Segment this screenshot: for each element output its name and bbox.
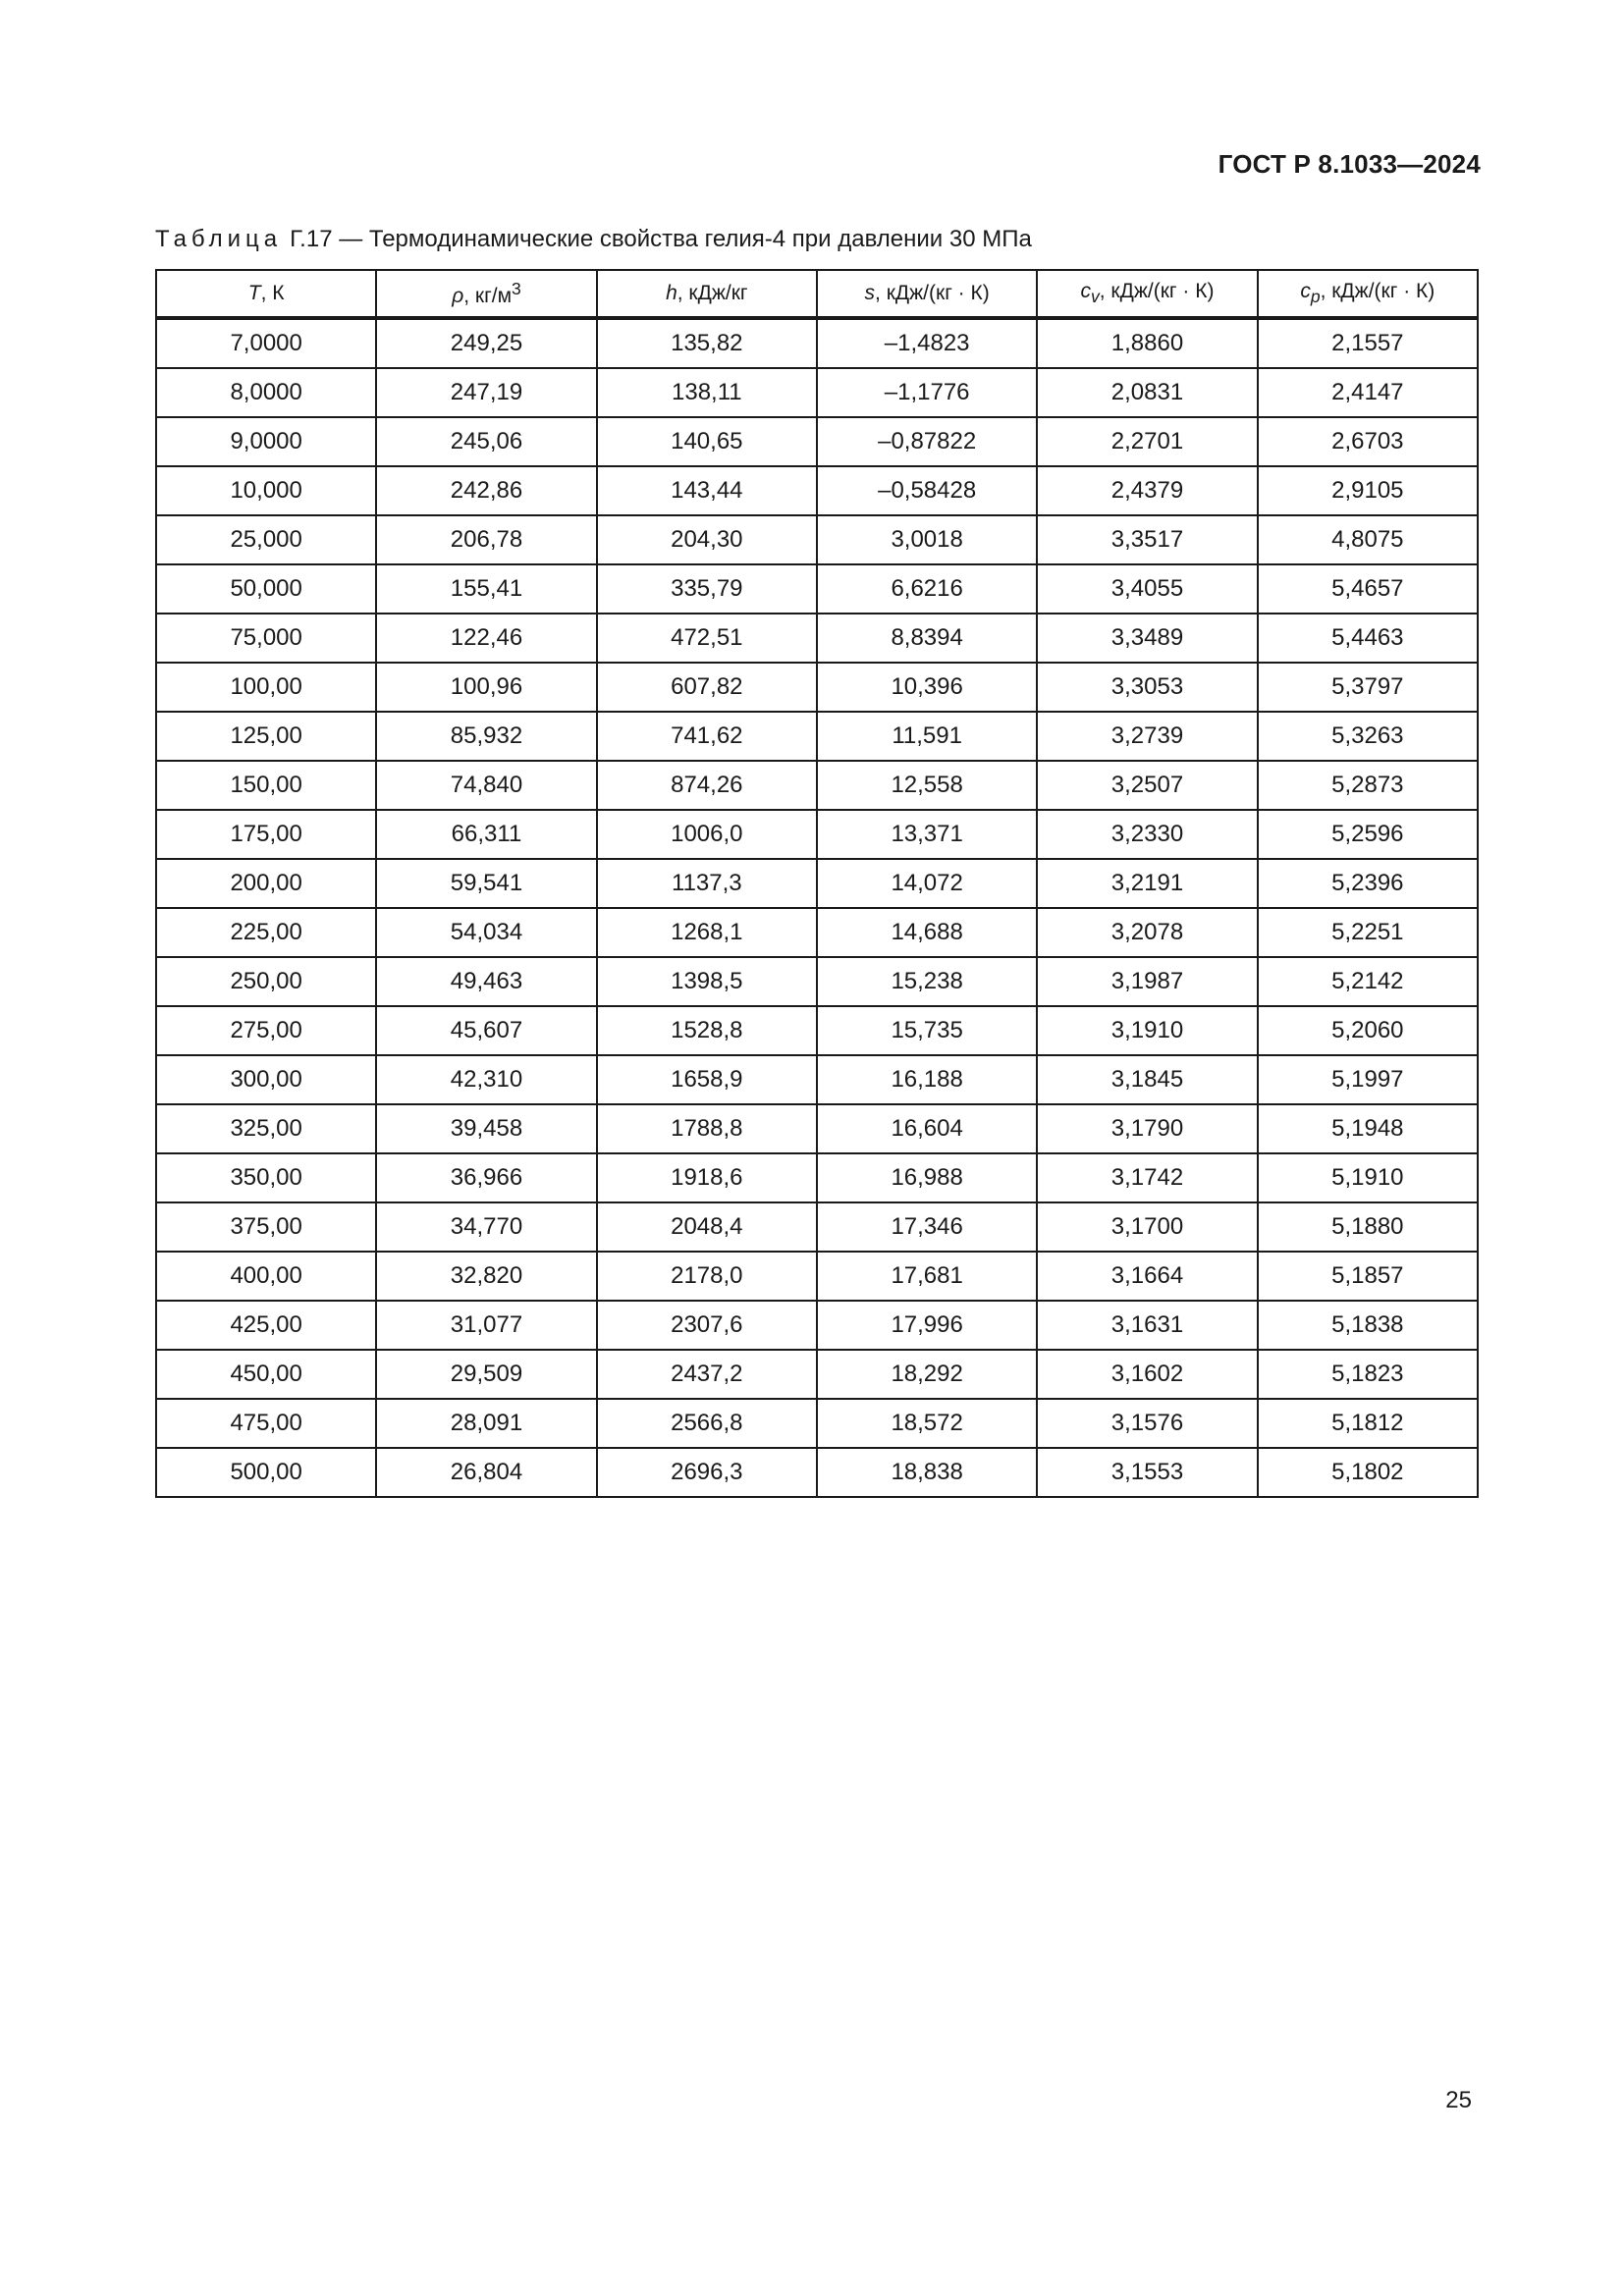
table-cell-cv: 3,2739 bbox=[1037, 712, 1257, 761]
table-cell-density: 34,770 bbox=[376, 1202, 596, 1252]
table-row bbox=[156, 810, 1478, 859]
table-cell-temperature: 475,00 bbox=[156, 1399, 376, 1448]
table-cell-enthalpy: 1788,8 bbox=[597, 1104, 817, 1153]
table-cell-temperature: 50,000 bbox=[156, 564, 376, 614]
table-cell-density: 36,966 bbox=[376, 1153, 596, 1202]
table-cell-temperature: 175,00 bbox=[156, 810, 376, 859]
table-cell-temperature: 150,00 bbox=[156, 761, 376, 810]
header-unit: , кДж/(кг · К) bbox=[1099, 279, 1215, 302]
table-cell-cp: 5,1838 bbox=[1258, 1301, 1478, 1350]
table-cell-density: 28,091 bbox=[376, 1399, 596, 1448]
table-row bbox=[156, 712, 1478, 761]
table-cell-temperature: 375,00 bbox=[156, 1202, 376, 1252]
table-cell-entropy: 17,996 bbox=[817, 1301, 1037, 1350]
header-subscript: v bbox=[1091, 287, 1100, 307]
table-cell-temperature: 8,0000 bbox=[156, 368, 376, 417]
table-cell-enthalpy: 472,51 bbox=[597, 614, 817, 663]
table-row bbox=[156, 417, 1478, 466]
table-cell-enthalpy: 2307,6 bbox=[597, 1301, 817, 1350]
table-cell-enthalpy: 1268,1 bbox=[597, 908, 817, 957]
table-cell-density: 42,310 bbox=[376, 1055, 596, 1104]
table-cell-temperature: 300,00 bbox=[156, 1055, 376, 1104]
table-cell-cp: 2,9105 bbox=[1258, 466, 1478, 515]
header-unit: , кг/м bbox=[463, 285, 513, 307]
table-cell-cp: 5,1997 bbox=[1258, 1055, 1478, 1104]
header-subscript: p bbox=[1310, 287, 1321, 307]
table-cell-entropy: 12,558 bbox=[817, 761, 1037, 810]
table-row bbox=[156, 1301, 1478, 1350]
table-cell-enthalpy: 607,82 bbox=[597, 663, 817, 712]
table-cell-temperature: 275,00 bbox=[156, 1006, 376, 1055]
table-cell-cp: 2,6703 bbox=[1258, 417, 1478, 466]
table-header-row bbox=[156, 270, 1478, 318]
table-cell-entropy: –1,4823 bbox=[817, 318, 1037, 368]
table-cell-density: 66,311 bbox=[376, 810, 596, 859]
table-cell-temperature: 425,00 bbox=[156, 1301, 376, 1350]
table-cell-density: 242,86 bbox=[376, 466, 596, 515]
table-cell-enthalpy: 138,11 bbox=[597, 368, 817, 417]
table-cell-temperature: 400,00 bbox=[156, 1252, 376, 1301]
table-cell-density: 85,932 bbox=[376, 712, 596, 761]
table-cell-density: 247,19 bbox=[376, 368, 596, 417]
table-cell-density: 31,077 bbox=[376, 1301, 596, 1350]
table-cell-entropy: 14,072 bbox=[817, 859, 1037, 908]
table-cell-entropy: –0,58428 bbox=[817, 466, 1037, 515]
column-header-temperature bbox=[156, 270, 376, 318]
table-cell-cv: 3,3053 bbox=[1037, 663, 1257, 712]
header-symbol: c bbox=[1300, 279, 1311, 302]
table-cell-cp: 5,2873 bbox=[1258, 761, 1478, 810]
table-cell-enthalpy: 1918,6 bbox=[597, 1153, 817, 1202]
table-cell-density: 100,96 bbox=[376, 663, 596, 712]
table-row bbox=[156, 859, 1478, 908]
table-cell-cv: 3,3489 bbox=[1037, 614, 1257, 663]
table-cell-cv: 2,4379 bbox=[1037, 466, 1257, 515]
table-cell-density: 206,78 bbox=[376, 515, 596, 564]
table-cell-entropy: 10,396 bbox=[817, 663, 1037, 712]
table-cell-cp: 5,2142 bbox=[1258, 957, 1478, 1006]
document-code: ГОСТ Р 8.1033—2024 bbox=[1218, 149, 1481, 179]
header-symbol: ρ bbox=[452, 285, 464, 307]
table-cell-enthalpy: 335,79 bbox=[597, 564, 817, 614]
table-cell-entropy: 18,292 bbox=[817, 1350, 1037, 1399]
table-cell-enthalpy: 2178,0 bbox=[597, 1252, 817, 1301]
table-cell-temperature: 500,00 bbox=[156, 1448, 376, 1497]
table-body bbox=[156, 318, 1478, 1497]
table-cell-density: 249,25 bbox=[376, 318, 596, 368]
table-cell-cp: 5,3263 bbox=[1258, 712, 1478, 761]
thermo-properties-table bbox=[155, 269, 1479, 1498]
header-superscript: 3 bbox=[512, 279, 521, 298]
table-row bbox=[156, 1350, 1478, 1399]
table-cell-cp: 5,4463 bbox=[1258, 614, 1478, 663]
column-header-enthalpy bbox=[597, 270, 817, 318]
table-cell-cv: 3,1790 bbox=[1037, 1104, 1257, 1153]
table-row bbox=[156, 1448, 1478, 1497]
table-row bbox=[156, 1055, 1478, 1104]
table-cell-cp: 5,1802 bbox=[1258, 1448, 1478, 1497]
table-cell-cv: 3,1845 bbox=[1037, 1055, 1257, 1104]
table-cell-density: 74,840 bbox=[376, 761, 596, 810]
table-cell-temperature: 225,00 bbox=[156, 908, 376, 957]
table-cell-cp: 5,1857 bbox=[1258, 1252, 1478, 1301]
table-cell-density: 29,509 bbox=[376, 1350, 596, 1399]
table-row bbox=[156, 368, 1478, 417]
table-cell-enthalpy: 135,82 bbox=[597, 318, 817, 368]
table-cell-cv: 3,1987 bbox=[1037, 957, 1257, 1006]
table-cell-enthalpy: 1658,9 bbox=[597, 1055, 817, 1104]
table-cell-enthalpy: 2437,2 bbox=[597, 1350, 817, 1399]
table-cell-cp: 5,2596 bbox=[1258, 810, 1478, 859]
table-cell-cv: 3,1700 bbox=[1037, 1202, 1257, 1252]
table-cell-cv: 1,8860 bbox=[1037, 318, 1257, 368]
table-cell-enthalpy: 1398,5 bbox=[597, 957, 817, 1006]
table-cell-entropy: 8,8394 bbox=[817, 614, 1037, 663]
table-row bbox=[156, 957, 1478, 1006]
table-cell-cv: 3,1631 bbox=[1037, 1301, 1257, 1350]
table-cell-enthalpy: 204,30 bbox=[597, 515, 817, 564]
header-symbol: c bbox=[1080, 279, 1091, 302]
table-cell-entropy: 16,188 bbox=[817, 1055, 1037, 1104]
table-row bbox=[156, 761, 1478, 810]
table-cell-enthalpy: 2696,3 bbox=[597, 1448, 817, 1497]
table-cell-temperature: 25,000 bbox=[156, 515, 376, 564]
table-cell-cv: 3,2507 bbox=[1037, 761, 1257, 810]
table-cell-cv: 3,3517 bbox=[1037, 515, 1257, 564]
table-cell-temperature: 7,0000 bbox=[156, 318, 376, 368]
table-cell-entropy: 13,371 bbox=[817, 810, 1037, 859]
table-row bbox=[156, 1252, 1478, 1301]
table-cell-entropy: 15,238 bbox=[817, 957, 1037, 1006]
table-cell-enthalpy: 2048,4 bbox=[597, 1202, 817, 1252]
column-header-density bbox=[376, 270, 596, 318]
table-cell-cp: 5,1812 bbox=[1258, 1399, 1478, 1448]
table-cell-entropy: 18,838 bbox=[817, 1448, 1037, 1497]
table-cell-entropy: 15,735 bbox=[817, 1006, 1037, 1055]
table-cell-cp: 5,2251 bbox=[1258, 908, 1478, 957]
table-cell-density: 45,607 bbox=[376, 1006, 596, 1055]
table-cell-enthalpy: 874,26 bbox=[597, 761, 817, 810]
table-row bbox=[156, 318, 1478, 368]
table-row bbox=[156, 614, 1478, 663]
table-cell-temperature: 350,00 bbox=[156, 1153, 376, 1202]
table-caption-text: Г.17 — Термодинамические свойства гелия-4 при давлении 30 МПа bbox=[290, 226, 1032, 252]
table-row bbox=[156, 1202, 1478, 1252]
page-number: 25 bbox=[1445, 2087, 1472, 2113]
table-row bbox=[156, 908, 1478, 957]
table-cell-entropy: –0,87822 bbox=[817, 417, 1037, 466]
table-row bbox=[156, 663, 1478, 712]
table-cell-temperature: 200,00 bbox=[156, 859, 376, 908]
table-cell-cv: 3,1742 bbox=[1037, 1153, 1257, 1202]
table-cell-cp: 5,2396 bbox=[1258, 859, 1478, 908]
table-cell-cv: 3,1910 bbox=[1037, 1006, 1257, 1055]
table-cell-enthalpy: 741,62 bbox=[597, 712, 817, 761]
table-cell-temperature: 100,00 bbox=[156, 663, 376, 712]
column-header-cp bbox=[1258, 270, 1478, 318]
table-cell-entropy: 17,681 bbox=[817, 1252, 1037, 1301]
table-cell-cv: 2,0831 bbox=[1037, 368, 1257, 417]
table-cell-cv: 3,1602 bbox=[1037, 1350, 1257, 1399]
header-unit: , кДж/кг bbox=[677, 282, 748, 304]
table-cell-entropy: 16,988 bbox=[817, 1153, 1037, 1202]
table-cell-density: 49,463 bbox=[376, 957, 596, 1006]
table-cell-cp: 5,1910 bbox=[1258, 1153, 1478, 1202]
header-unit: , К bbox=[260, 282, 285, 304]
table-cell-cv: 3,4055 bbox=[1037, 564, 1257, 614]
table-row bbox=[156, 1399, 1478, 1448]
header-symbol: s bbox=[864, 282, 876, 304]
table-cell-cp: 5,1880 bbox=[1258, 1202, 1478, 1252]
table-cell-cp: 2,4147 bbox=[1258, 368, 1478, 417]
table-cell-entropy: 6,6216 bbox=[817, 564, 1037, 614]
table-cell-entropy: 14,688 bbox=[817, 908, 1037, 957]
table-cell-cp: 5,4657 bbox=[1258, 564, 1478, 614]
table-cell-cv: 3,1576 bbox=[1037, 1399, 1257, 1448]
table-row bbox=[156, 1006, 1478, 1055]
column-header-cv bbox=[1037, 270, 1257, 318]
table-cell-cp: 2,1557 bbox=[1258, 318, 1478, 368]
table-cell-entropy: –1,1776 bbox=[817, 368, 1037, 417]
table-cell-temperature: 250,00 bbox=[156, 957, 376, 1006]
header-symbol: T bbox=[247, 282, 261, 304]
table-cell-cp: 4,8075 bbox=[1258, 515, 1478, 564]
table-cell-entropy: 18,572 bbox=[817, 1399, 1037, 1448]
header-symbol: h bbox=[666, 282, 677, 304]
table-cell-cp: 5,1823 bbox=[1258, 1350, 1478, 1399]
table-caption-label: Таблица bbox=[155, 226, 283, 252]
table-cell-density: 155,41 bbox=[376, 564, 596, 614]
table-cell-enthalpy: 1528,8 bbox=[597, 1006, 817, 1055]
table-cell-cv: 3,2330 bbox=[1037, 810, 1257, 859]
table-cell-temperature: 450,00 bbox=[156, 1350, 376, 1399]
table-row bbox=[156, 466, 1478, 515]
table-row bbox=[156, 1104, 1478, 1153]
table-cell-temperature: 125,00 bbox=[156, 712, 376, 761]
table-cell-temperature: 75,000 bbox=[156, 614, 376, 663]
table-cell-temperature: 325,00 bbox=[156, 1104, 376, 1153]
header-unit: , кДж/(кг · К) bbox=[875, 282, 990, 304]
table-cell-entropy: 17,346 bbox=[817, 1202, 1037, 1252]
table-cell-entropy: 16,604 bbox=[817, 1104, 1037, 1153]
table-cell-cv: 3,2078 bbox=[1037, 908, 1257, 957]
table-cell-temperature: 9,0000 bbox=[156, 417, 376, 466]
table-row bbox=[156, 515, 1478, 564]
table-cell-cv: 3,1553 bbox=[1037, 1448, 1257, 1497]
table-cell-density: 122,46 bbox=[376, 614, 596, 663]
column-header-entropy bbox=[817, 270, 1037, 318]
table-cell-enthalpy: 1137,3 bbox=[597, 859, 817, 908]
table-cell-enthalpy: 143,44 bbox=[597, 466, 817, 515]
header-unit: , кДж/(кг · К) bbox=[1320, 279, 1435, 302]
table-cell-enthalpy: 140,65 bbox=[597, 417, 817, 466]
table-cell-entropy: 3,0018 bbox=[817, 515, 1037, 564]
table-row bbox=[156, 564, 1478, 614]
table-cell-cv: 3,1664 bbox=[1037, 1252, 1257, 1301]
table-cell-cp: 5,2060 bbox=[1258, 1006, 1478, 1055]
table-cell-cv: 2,2701 bbox=[1037, 417, 1257, 466]
table-cell-density: 245,06 bbox=[376, 417, 596, 466]
table-cell-temperature: 10,000 bbox=[156, 466, 376, 515]
table-cell-enthalpy: 1006,0 bbox=[597, 810, 817, 859]
table-cell-density: 59,541 bbox=[376, 859, 596, 908]
table-cell-cv: 3,2191 bbox=[1037, 859, 1257, 908]
table-row bbox=[156, 1153, 1478, 1202]
table-cell-cp: 5,3797 bbox=[1258, 663, 1478, 712]
table-cell-entropy: 11,591 bbox=[817, 712, 1037, 761]
table-cell-cp: 5,1948 bbox=[1258, 1104, 1478, 1153]
table-cell-density: 39,458 bbox=[376, 1104, 596, 1153]
table-caption bbox=[155, 226, 1032, 253]
table-cell-enthalpy: 2566,8 bbox=[597, 1399, 817, 1448]
table-cell-density: 54,034 bbox=[376, 908, 596, 957]
table-cell-density: 32,820 bbox=[376, 1252, 596, 1301]
table-cell-density: 26,804 bbox=[376, 1448, 596, 1497]
